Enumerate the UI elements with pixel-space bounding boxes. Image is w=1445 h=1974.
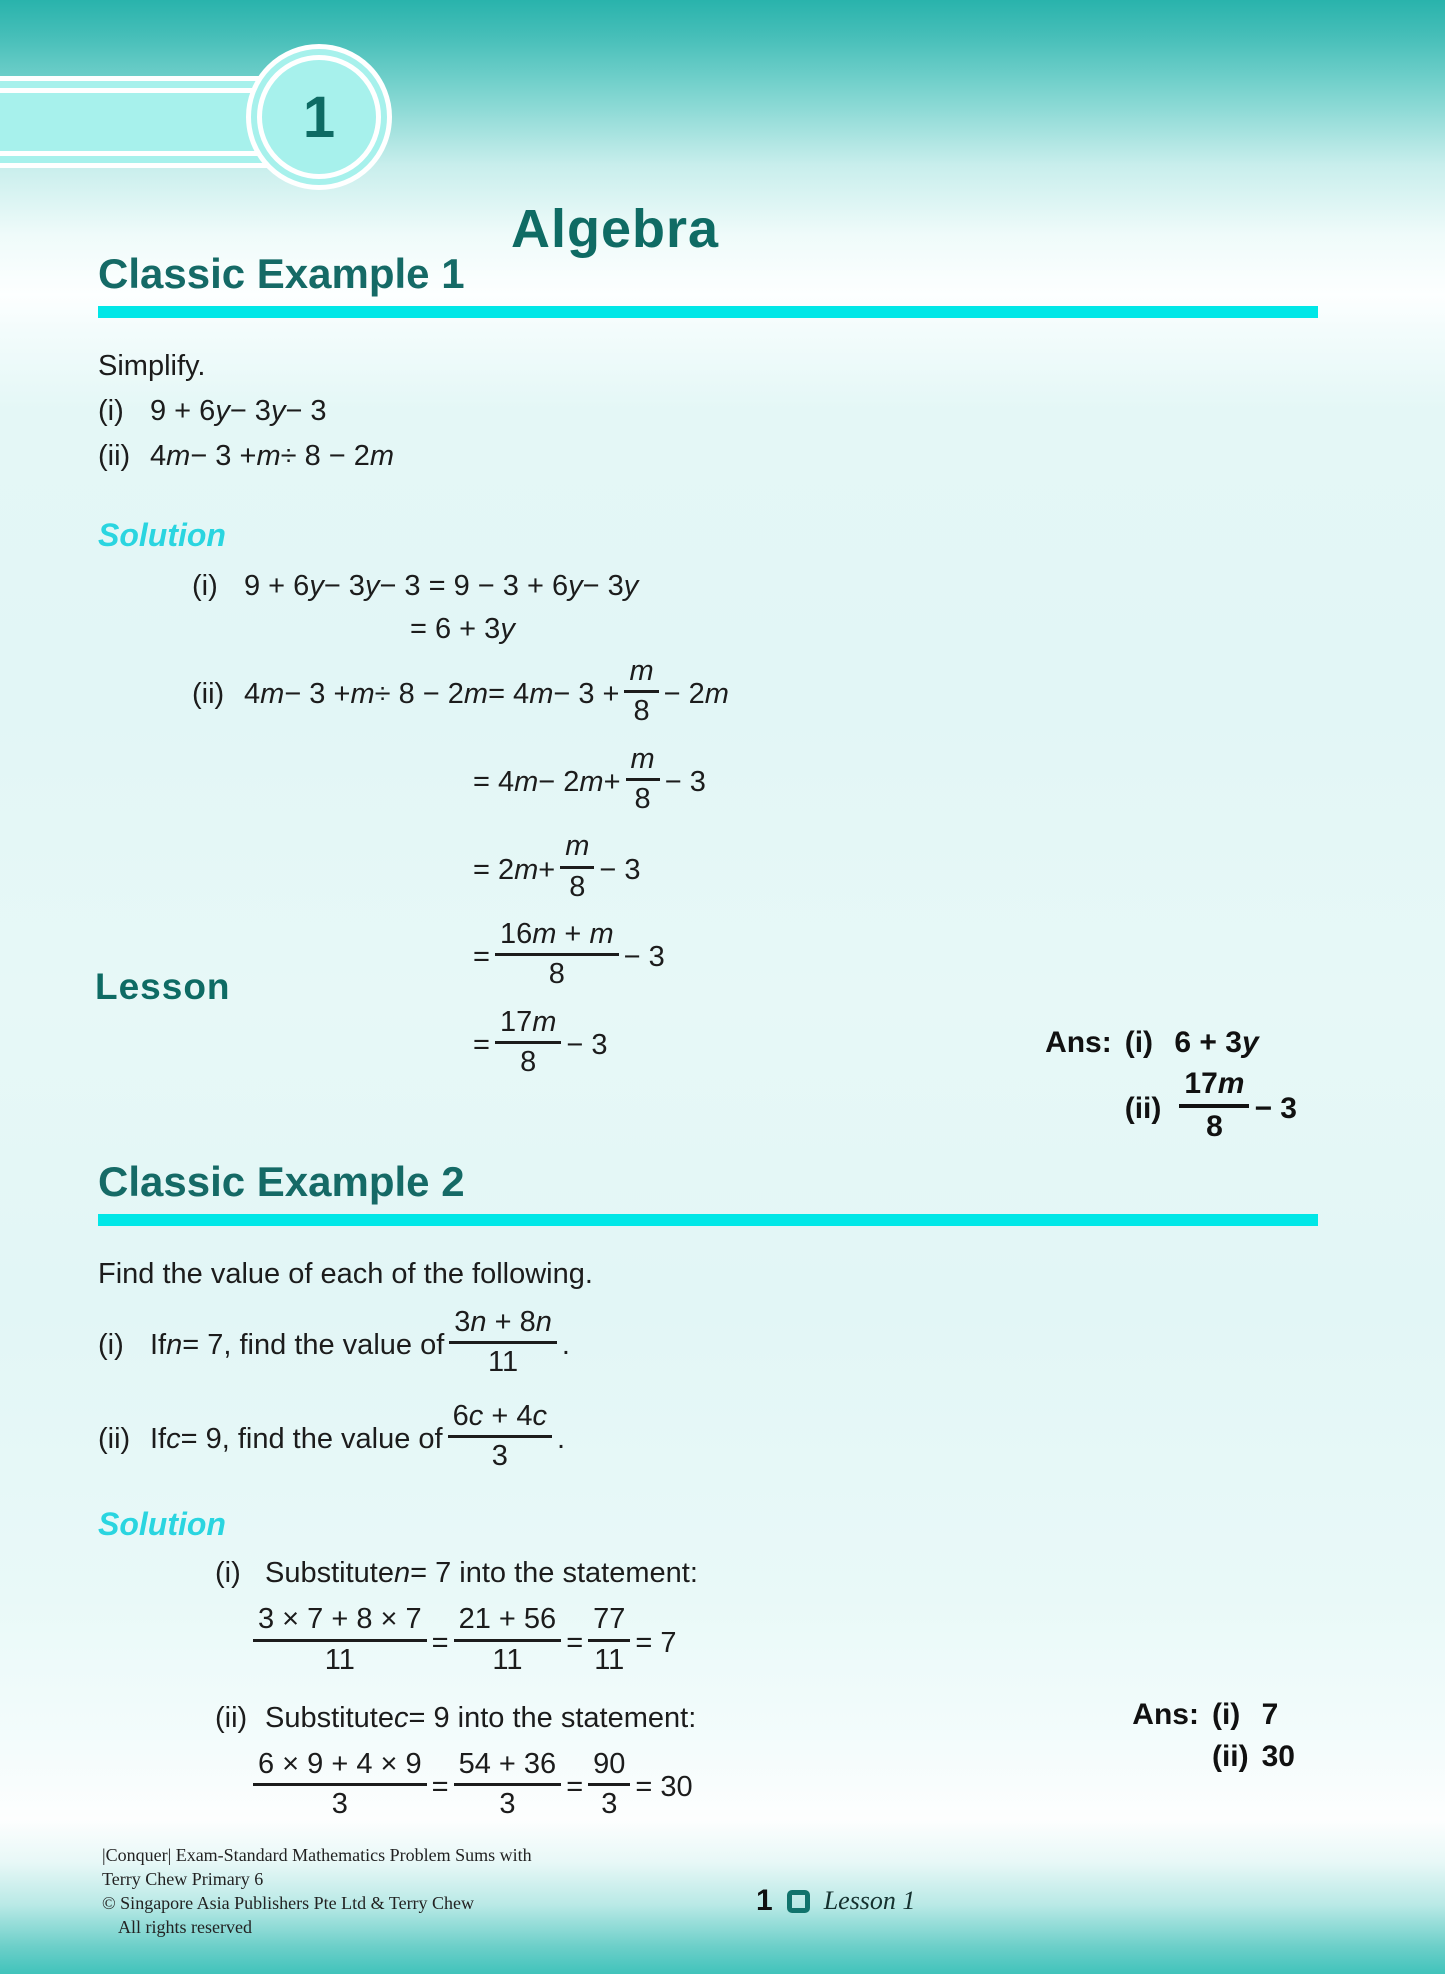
fraction: $\frac{m}{8}$ — [626, 743, 660, 817]
answer-item-label: (ii) — [1211, 1740, 1249, 1773]
math-variable: m — [630, 742, 655, 775]
math-variable: y — [309, 570, 324, 602]
math-line: $\frac{6 \times 9 + 4 \times 9}{3}$ = $\frac{54 + 36}{3}$ = $\frac{90}{3}$ = 30 — [248, 1749, 1345, 1827]
solution-row — [192, 831, 1345, 909]
problem-math: 4 m − 3 + m ÷ 8 − 2 m — [150, 440, 395, 472]
math-variable: m — [260, 678, 285, 711]
solution-row-label: (i) — [192, 570, 218, 602]
solution-row — [192, 570, 1345, 603]
math-variable: y — [270, 395, 286, 427]
lesson-number: 1 — [302, 84, 336, 150]
solution-row-label: (ii) — [192, 678, 225, 711]
math-line: = $\frac{17m}{8}$ − 3 — [473, 1005, 608, 1079]
page-number: 1 — [756, 1884, 773, 1917]
problem-label: (ii) — [98, 440, 131, 472]
solution-row — [192, 613, 1345, 646]
problem-item — [98, 440, 1345, 473]
math-variable: m — [514, 766, 539, 799]
math-variable: c — [532, 1399, 547, 1432]
math-variable: n — [535, 1306, 552, 1338]
example1-answer-block — [1045, 1026, 1297, 1149]
solution-row-label: (ii) — [215, 1702, 248, 1735]
fraction: $\frac{16m + m}{8}$ — [495, 918, 619, 992]
section-underline — [98, 306, 1318, 318]
math-variable: m — [532, 918, 557, 951]
math-variable: y — [215, 395, 230, 427]
fraction: $\frac{77}{11}$ — [588, 1603, 630, 1677]
solution-text: Substitute c = 9 into the statement: — [265, 1702, 697, 1735]
solution-label: Solution — [98, 517, 226, 553]
math-variable: m — [166, 440, 191, 472]
math-variable: c — [393, 1702, 409, 1735]
math-variable: y — [623, 570, 639, 602]
math-variable: m — [565, 830, 590, 863]
example1-intro: Simplify. — [98, 350, 206, 382]
footer-line: © Singapore Asia Publishers Pte Ltd & Terry Chew — [102, 1893, 475, 1913]
math-variable: m — [704, 678, 729, 711]
math-variable: m — [514, 853, 539, 886]
example1-solution — [192, 570, 1345, 1084]
math-variable: c — [166, 1423, 181, 1456]
problem-item — [98, 1307, 1345, 1385]
problem-label: (i) — [98, 1329, 124, 1362]
fraction: $\frac{90}{3}$ — [588, 1748, 630, 1822]
math-variable: n — [470, 1306, 487, 1338]
answer-label: Ans: — [1132, 1698, 1199, 1731]
math-variable: m — [629, 655, 654, 687]
solution-row — [192, 656, 1345, 734]
fraction: $\frac{m}{8}$ — [560, 830, 594, 904]
fraction: $\frac{17m}{8}$ — [1179, 1067, 1249, 1144]
math-variable: m — [579, 766, 604, 799]
math-variable: y — [1241, 1026, 1259, 1059]
page-title: Algebra — [510, 199, 720, 259]
solution-row — [192, 744, 1345, 822]
example2-solution — [215, 1557, 1345, 1826]
example2-answer-block — [1132, 1698, 1295, 1774]
problem-math: 9 + 6 y − 3 y − 3 — [150, 395, 327, 427]
solution-row — [192, 919, 1345, 997]
fraction: $\frac{54 + 36}{3}$ — [454, 1748, 562, 1822]
problem-math: If n = 7, find the value of $\frac{3n + 8n}{11}$ . — [150, 1306, 570, 1379]
footer-line: |Conquer| Exam-Standard Mathematics Problem Sums with — [102, 1845, 532, 1865]
math-variable: n — [166, 1329, 183, 1362]
footer-line: All rights reserved — [118, 1917, 252, 1937]
fraction: $\frac{3n + 8n}{11}$ — [449, 1306, 557, 1380]
math-variable: m — [369, 440, 395, 472]
math-line: = 4 m − 2 m + $\frac{m}{8}$ − 3 — [473, 742, 706, 816]
math-variable: m — [463, 678, 489, 711]
math-variable: m — [532, 1005, 557, 1038]
math-line: = 2 m + $\frac{m}{8}$ − 3 — [473, 830, 641, 903]
footer-page-info — [756, 1884, 915, 1918]
math-line: = 6 + 3 y — [410, 613, 515, 645]
example2-intro: Find the value of each of the following. — [98, 1258, 593, 1290]
example1-section — [98, 250, 1345, 1094]
math-variable: m — [529, 678, 554, 711]
section-underline — [98, 1214, 1318, 1226]
math-variable: m — [256, 440, 281, 472]
fraction: $\frac{21 + 56}{11}$ — [454, 1603, 562, 1677]
answer-item-label: (ii) — [1124, 1091, 1162, 1125]
fraction: $\frac{6c + 4c}{3}$ — [448, 1400, 552, 1474]
solution-row — [215, 1557, 1345, 1590]
answer-value: 7 — [1261, 1698, 1279, 1731]
answer-item-label: (i) — [1124, 1026, 1154, 1059]
answer-item-label: (i) — [1211, 1698, 1241, 1731]
math-line: = $\frac{16m + m}{8}$ − 3 — [473, 918, 665, 991]
problem-item — [98, 1401, 1345, 1479]
solution-text: Substitute n = 7 into the statement: — [265, 1557, 698, 1590]
lesson-marker-icon — [787, 1890, 810, 1913]
math-line: 4 m − 3 + m ÷ 8 − 2 m = 4 m − 3 + $\frac{m}{8}$ − 2 m — [244, 655, 729, 728]
math-variable: y — [568, 570, 583, 602]
math-variable: n — [393, 1557, 411, 1590]
solution-row-label: (i) — [215, 1557, 241, 1590]
math-variable: c — [468, 1399, 484, 1432]
math-variable: y — [364, 570, 380, 602]
math-variable: m — [589, 918, 614, 951]
footer-line: Terry Chew Primary 6 — [102, 1869, 264, 1889]
math-line: 9 + 6 y − 3 y − 3 = 9 − 3 + 6 y − 3 y — [244, 570, 639, 602]
problem-item — [98, 395, 1345, 428]
answer-math: $\frac{17m}{8}$ − 3 — [1174, 1068, 1297, 1149]
math-line: $\frac{3 \times 7 + 8 \times 7}{11}$ = $\frac{21 + 56}{11}$ = $\frac{77}{11}$ = 7 — [248, 1604, 1345, 1682]
math-variable: m — [350, 678, 375, 711]
answer-value: 30 — [1261, 1740, 1295, 1773]
fraction: $\frac{m}{8}$ — [624, 655, 658, 729]
math-variable: m — [1217, 1067, 1245, 1100]
example2-heading: Classic Example 2 — [98, 1158, 465, 1205]
fraction: $\frac{17m}{8}$ — [495, 1006, 561, 1080]
lesson-badge-circle — [246, 44, 392, 190]
lesson-badge-bar — [0, 76, 268, 168]
problem-label: (i) — [98, 395, 124, 427]
math-variable: y — [500, 613, 515, 645]
answer-math: 6 + 3 y — [1174, 1026, 1259, 1059]
fraction: $\frac{6 \times 9 + 4 \times 9}{3}$ — [253, 1748, 427, 1822]
problem-math: If c = 9, find the value of $\frac{6c + 4c}{3}$ . — [150, 1399, 566, 1473]
lesson-ref: Lesson 1 — [823, 1886, 916, 1915]
example1-heading: Classic Example 1 — [98, 250, 465, 297]
footer-copyright — [102, 1843, 532, 1939]
answer-label: Ans: — [1045, 1026, 1112, 1059]
lesson-badge-label: Lesson — [95, 966, 231, 1007]
solution-label: Solution — [98, 1506, 226, 1543]
fraction: $\frac{3 \times 7 + 8 \times 7}{11}$ — [253, 1603, 427, 1677]
problem-label: (ii) — [98, 1423, 131, 1456]
